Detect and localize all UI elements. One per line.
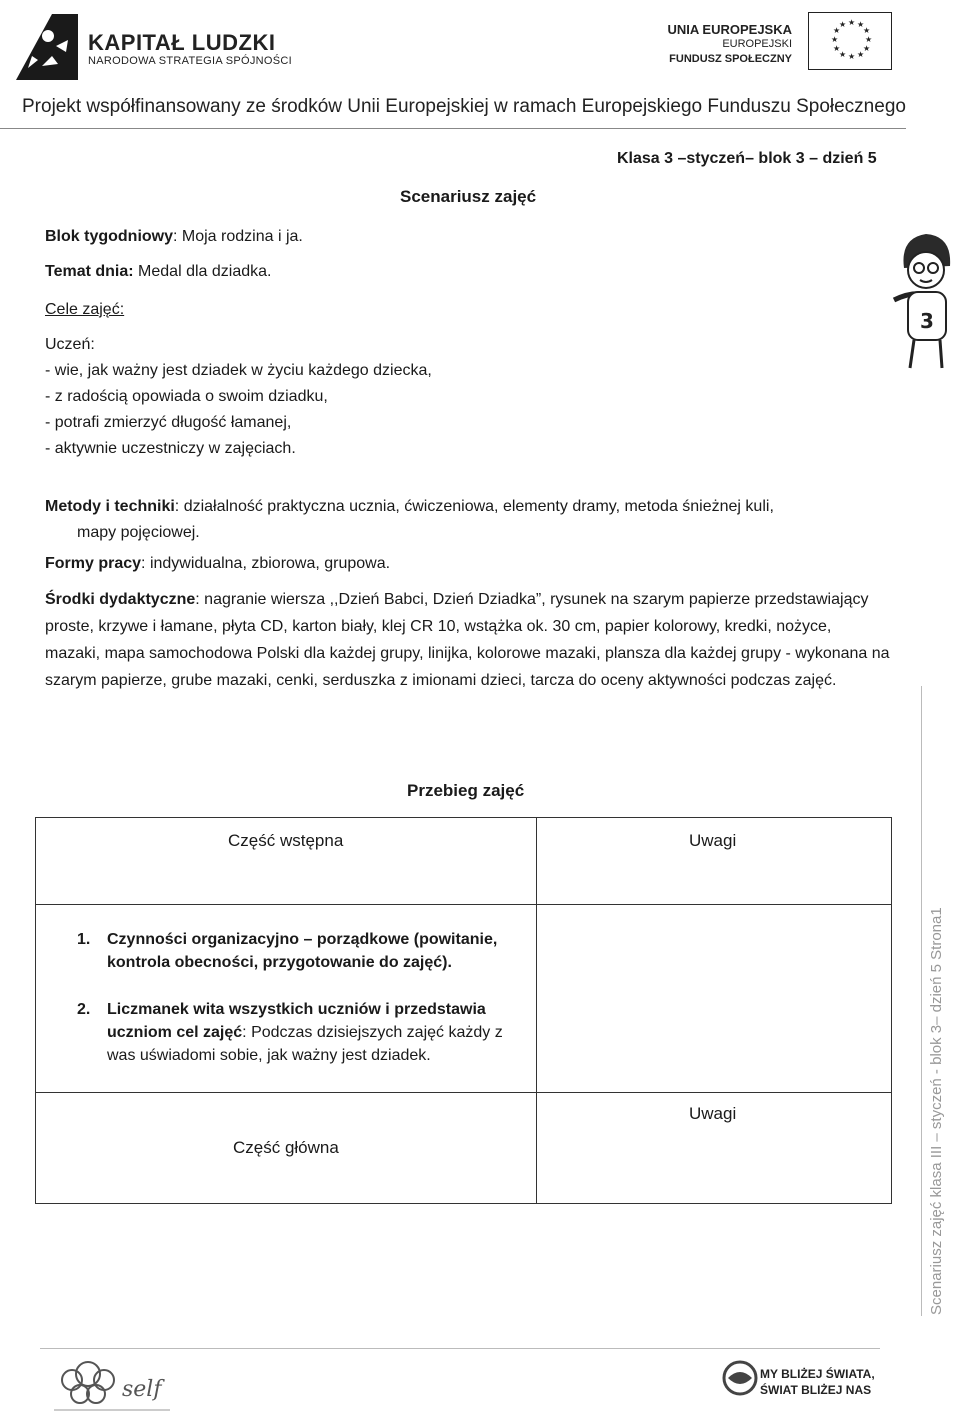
- svg-text:★: ★: [848, 18, 856, 27]
- project-cofinancing-line: Projekt współfinansowany ze środków Unii Europejskiej w ramach Europejskiego Funduszu Społecznego: [22, 96, 906, 117]
- teaching-aids-label: Środki dydaktyczne: [45, 591, 196, 608]
- svg-text:★: ★: [833, 44, 841, 53]
- self-logo: [50, 1352, 190, 1418]
- list-item-text: [107, 998, 527, 1067]
- methods-label: Metody i techniki: [45, 498, 175, 515]
- methods-value: : działalność praktyczna ucznia, ćwiczeniowa, elementy dramy, metoda śnieżnej kuli,: [174, 498, 774, 515]
- day-topic: [45, 259, 271, 285]
- svg-text:★: ★: [865, 35, 873, 44]
- footer-divider: [40, 1348, 880, 1349]
- svg-text:★: ★: [833, 26, 841, 35]
- list-item-bold: Liczmanek wita wszystkich uczniów i przedstawia uczniom cel zajęć: [107, 1001, 486, 1041]
- work-forms-label: Formy pracy: [45, 555, 142, 572]
- lesson-course-title: Przebieg zajęć: [407, 781, 525, 800]
- mascot-number: 3: [920, 309, 934, 333]
- side-divider: [921, 686, 922, 1316]
- list-item-bold: Czynności organizacyjno – porządkowe (powitanie, kontrola obecności, przygotowanie do zajęć).: [107, 931, 498, 971]
- weekly-block-label: Blok tygodniowy: [45, 228, 173, 245]
- table-col-divider: [536, 818, 537, 1204]
- svg-text:★: ★: [831, 35, 839, 44]
- table-rule: [36, 1092, 892, 1093]
- slogan-line-1: MY BLIŻEJ ŚWIATA,: [760, 1367, 875, 1381]
- goals-heading: Cele zajęć:: [45, 301, 125, 318]
- svg-text:★: ★: [839, 50, 847, 59]
- self-logo-text: self: [122, 1377, 162, 1402]
- goal-item: - potrafi zmierzyć długość łamanej,: [45, 414, 292, 431]
- svg-text:★: ★: [839, 20, 847, 29]
- table-right-border: [891, 818, 892, 1204]
- list-item-normal: : Podczas dzisiejszych zajęć każdy z was uświadomi sobie, jak ważny jest dziadek.: [107, 1024, 503, 1064]
- header-divider: [0, 128, 906, 129]
- intro-section-header: Część wstępna: [228, 831, 344, 850]
- day-topic-label: Temat dnia:: [45, 263, 134, 280]
- class-info: Klasa 3 –styczeń– blok 3 – dzień 5: [617, 150, 877, 167]
- intro-steps-list: [77, 928, 527, 1091]
- teaching-aids-value: : nagranie wiersza ,,Dzień Babci, Dzień Dziadka”, rysunek na szarym papierze przedstawiający proste, krzywe i łamane, płyta CD, karton biały, klej CR 10, wstążka ok. 30 cm, papier kolorowy, kredki, nożyce, mazaki, mapa samochodowa Polski dla każdej grupy, linijka, kolorowe mazaki, plansza dla każdej grupy - wykonana na szarym papierze, grube mazaki, cenki, serduszka z imionami dzieci, tarcza do oceny aktywności podczas zajęć.: [45, 591, 890, 689]
- table-rule: [36, 1203, 892, 1204]
- slogan-line-2: ŚWIAT BLIŻEJ NAS: [760, 1383, 872, 1397]
- svg-text:★: ★: [857, 20, 865, 29]
- teaching-aids: [45, 586, 890, 694]
- day-topic-value: Medal dla dziadka.: [133, 263, 272, 280]
- list-item: [77, 928, 527, 974]
- list-item-number: 2.: [77, 1001, 91, 1018]
- svg-text:★: ★: [863, 26, 871, 35]
- list-item-text: [107, 928, 527, 974]
- main-section-header: Część główna: [233, 1138, 339, 1157]
- svg-text:★: ★: [857, 50, 865, 59]
- goal-item: - aktywnie uczestniczy w zajęciach.: [45, 440, 296, 457]
- eu-flag-icon: [808, 12, 892, 70]
- eu-line-2: EUROPEJSKI: [722, 38, 792, 50]
- weekly-block: [45, 224, 303, 250]
- page-title: Scenariusz zajęć: [400, 187, 537, 206]
- org-subtitle: NARODOWA STRATEGIA SPÓJNOŚCI: [88, 55, 292, 67]
- notes-header: Uwagi: [689, 831, 737, 850]
- world-closer-slogan: [760, 1366, 875, 1398]
- eu-line-1: UNIA EUROPEJSKA: [667, 22, 792, 37]
- side-page-label: Scenariusz zajęć klasa III – styczeń - blok 3– dzień 5 Strona1: [928, 907, 945, 1315]
- main-notes-header: Uwagi: [689, 1104, 737, 1123]
- methods-continuation: mapy pojęciowej.: [77, 524, 200, 541]
- work-forms-value: : indywidualna, zbiorowa, grupowa.: [141, 555, 391, 572]
- eu-label: [668, 22, 792, 67]
- methods-paragraph: [45, 494, 883, 546]
- list-item-number: 1.: [77, 931, 91, 948]
- mascot-illustration: [890, 228, 960, 378]
- table-rule: [36, 904, 892, 905]
- work-forms: [45, 555, 390, 573]
- goals-list: [45, 332, 432, 462]
- weekly-block-value: : Moja rodzina i ja.: [173, 228, 303, 245]
- kapital-ludzki-logo: [12, 6, 82, 82]
- goal-item: - z radością opowiada o swoim dziadku,: [45, 388, 328, 405]
- list-item: [77, 998, 527, 1067]
- student-label: Uczeń:: [45, 336, 95, 353]
- svg-text:★: ★: [848, 52, 856, 61]
- org-title: KAPITAŁ LUDZKI: [88, 30, 276, 55]
- goal-item: - wie, jak ważny jest dziadek w życiu każdego dziecka,: [45, 362, 432, 379]
- eu-line-3: FUNDUSZ SPOŁECZNY: [669, 53, 792, 65]
- svg-text:★: ★: [863, 44, 871, 53]
